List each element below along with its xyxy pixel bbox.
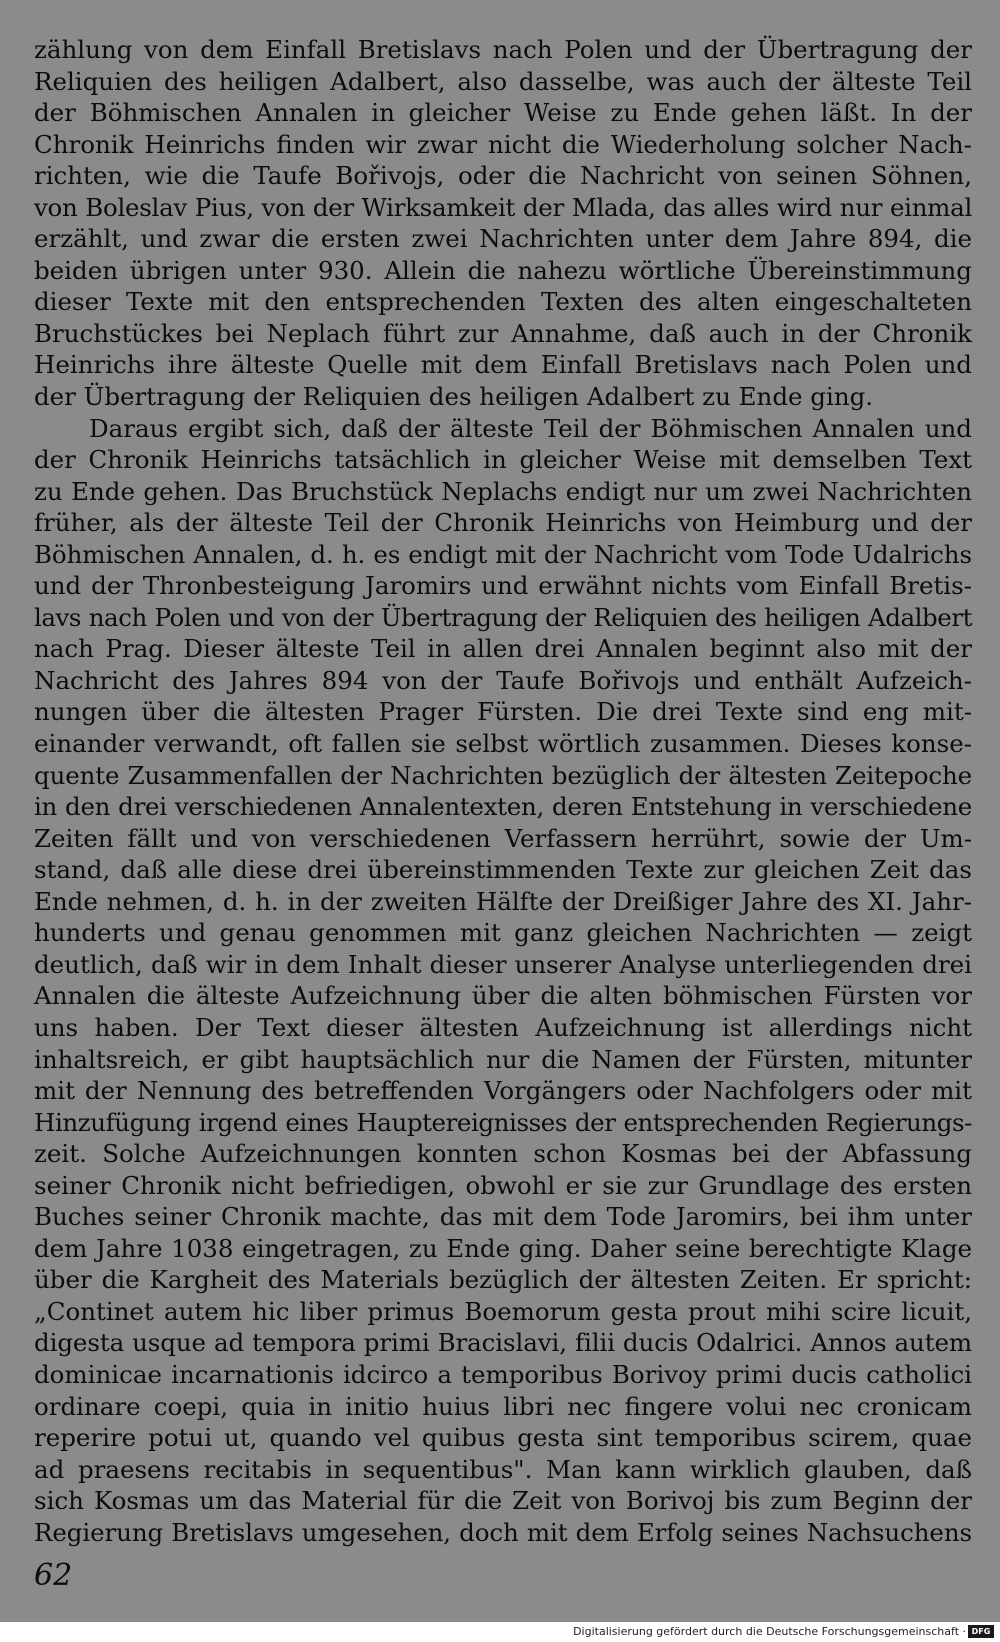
text-line: Annalen die älteste Aufzeichnung über die alten böhmischen Fürsten vor: [34, 981, 972, 1011]
text-line: Buches seiner Chronik machte, das mit dem Tode Jaromirs, bei ihm unter: [34, 1202, 972, 1232]
text-line: zeit. Solche Aufzeichnungen konnten schon Kosmas bei der Abfassung: [34, 1139, 972, 1169]
text-line: quente Zusammenfallen der Nachrichten bezüglich der ältesten Zeitepoche: [34, 760, 972, 790]
funding-note: Digitalisierung gefördert durch die Deutsche Forschungsgemeinschaft ·: [573, 1625, 966, 1638]
text-line: zu Ende gehen. Das Bruchstück Neplachs endigt nur um zwei Nachrichten: [34, 476, 972, 506]
page-number: 62: [34, 1558, 73, 1593]
text-line: dem Jahre 1038 eingetragen, zu Ende ging. Daher seine berechtigte Klage: [34, 1233, 972, 1263]
text-line: inhaltsreich, er gibt hauptsächlich nur die Namen der Fürsten, mitunter: [34, 1044, 972, 1074]
text-line: Böhmischen Annalen, d. h. es endigt mit der Nachricht vom Tode Udalrichs: [34, 539, 972, 569]
text-line: erzählt, und zwar die ersten zwei Nachrichten unter dem Jahre 894, die: [34, 224, 972, 254]
text-line: richten, wie die Taufe Bořivojs, oder die Nachricht von seinen Söhnen,: [34, 161, 972, 191]
text-line: „Continet autem hic liber primus Boemorum gesta prout mihi scire licuit,: [34, 1296, 972, 1326]
text-line: ad praesens recitabis in sequentibus". Man kann wirklich glauben, daß: [34, 1454, 972, 1484]
text-line: Chronik Heinrichs finden wir zwar nicht die Wiederholung solcher Nach-: [34, 129, 972, 159]
text-line: und der Thronbesteigung Jaromirs und erwähnt nichts vom Einfall Bretis-: [34, 571, 972, 601]
text-line: von Boleslav Pius, von der Wirksamkeit der Mlada, das alles wird nur einmal: [34, 192, 972, 222]
text-line: lavs nach Polen und von der Übertragung der Reliquien des heiligen Adalbert: [34, 602, 972, 632]
text-line: seiner Chronik nicht befriedigen, obwohl er sie zur Grundlage des ersten: [34, 1170, 972, 1200]
text-line: Reliquien des heiligen Adalbert, also dasselbe, was auch der älteste Teil: [34, 66, 972, 96]
dfg-logo: DFG: [968, 1625, 994, 1638]
text-line: über die Kargheit des Materials bezüglich der ältesten Zeiten. Er spricht:: [34, 1265, 972, 1295]
text-line: der Übertragung der Reliquien des heiligen Adalbert zu Ende ging.: [34, 382, 874, 412]
text-line: mit der Nennung des betreffenden Vorgängers oder Nachfolgers oder mit: [34, 1076, 972, 1106]
text-line: Daraus ergibt sich, daß der älteste Teil der Böhmischen Annalen und: [89, 413, 972, 443]
text-line: uns haben. Der Text dieser ältesten Aufzeichnung ist allerdings nicht: [34, 1012, 972, 1042]
text-line: der Chronik Heinrichs tatsächlich in gleicher Weise mit demselben Text: [34, 445, 972, 475]
text-line: Zeiten fällt und von verschiedenen Verfassern herrührt, sowie der Um-: [34, 823, 972, 853]
text-line: digesta usque ad tempora primi Bracislavi, filii ducis Odalrici. Annos autem: [34, 1328, 972, 1358]
text-line: dominicae incarnationis idcirco a temporibus Borivoy primi ducis catholici: [34, 1359, 972, 1389]
text-line: Ende nehmen, d. h. in der zweiten Hälfte der Dreißiger Jahre des XI. Jahr-: [34, 886, 972, 916]
text-line: hunderts und genau genommen mit ganz gleichen Nachrichten — zeigt: [34, 918, 972, 948]
text-line: früher, als der älteste Teil der Chronik Heinrichs von Heimburg und der: [34, 508, 972, 538]
text-line: Bruchstückes bei Neplach führt zur Annahme, daß auch in der Chronik: [34, 318, 972, 348]
text-line: der Böhmischen Annalen in gleicher Weise zu Ende gehen läßt. In der: [34, 98, 972, 128]
text-line: deutlich, daß wir in dem Inhalt dieser unserer Analyse unterliegenden drei: [34, 949, 972, 979]
text-line: nungen über die ältesten Prager Fürsten. Die drei Texte sind eng mit-: [34, 697, 972, 727]
text-line: Heinrichs ihre älteste Quelle mit dem Einfall Bretislavs nach Polen und: [34, 350, 972, 380]
text-line: stand, daß alle diese drei übereinstimmenden Texte zur gleichen Zeit das: [34, 855, 972, 885]
footer-bar: [0, 1622, 1000, 1642]
text-line: reperire potui ut, quando vel quibus gesta sint temporibus scirem, quae: [34, 1423, 972, 1453]
text-line: dieser Texte mit den entsprechenden Texten des alten eingeschalteten: [34, 287, 972, 317]
text-line: beiden übrigen unter 930. Allein die nahezu wörtliche Übereinstimmung: [34, 255, 972, 285]
text-line: einander verwandt, oft fallen sie selbst wörtlich zusammen. Dieses konse-: [34, 729, 972, 759]
text-line: zählung von dem Einfall Bretislavs nach Polen und der Übertragung der: [34, 35, 972, 64]
text-line: sich Kosmas um das Material für die Zeit von Borivoj bis zum Beginn der: [34, 1486, 972, 1516]
text-line: ordinare coepi, quia in initio huius libri nec fingere volui nec cronicam: [34, 1391, 972, 1421]
body-text: [34, 34, 972, 1548]
text-line: Regierung Bretislavs umgesehen, doch mit dem Erfolg seines Nachsuchens: [34, 1517, 972, 1547]
text-line: Hinzufügung irgend eines Hauptereignisses der entsprechenden Regierungs-: [34, 1107, 972, 1137]
text-line: in den drei verschiedenen Annalentexten, deren Entstehung in verschiedene: [34, 792, 972, 822]
text-line: nach Prag. Dieser älteste Teil in allen drei Annalen beginnt also mit der: [34, 634, 972, 664]
text-line: Nachricht des Jahres 894 von der Taufe Bořivojs und enthält Aufzeich-: [34, 665, 972, 695]
